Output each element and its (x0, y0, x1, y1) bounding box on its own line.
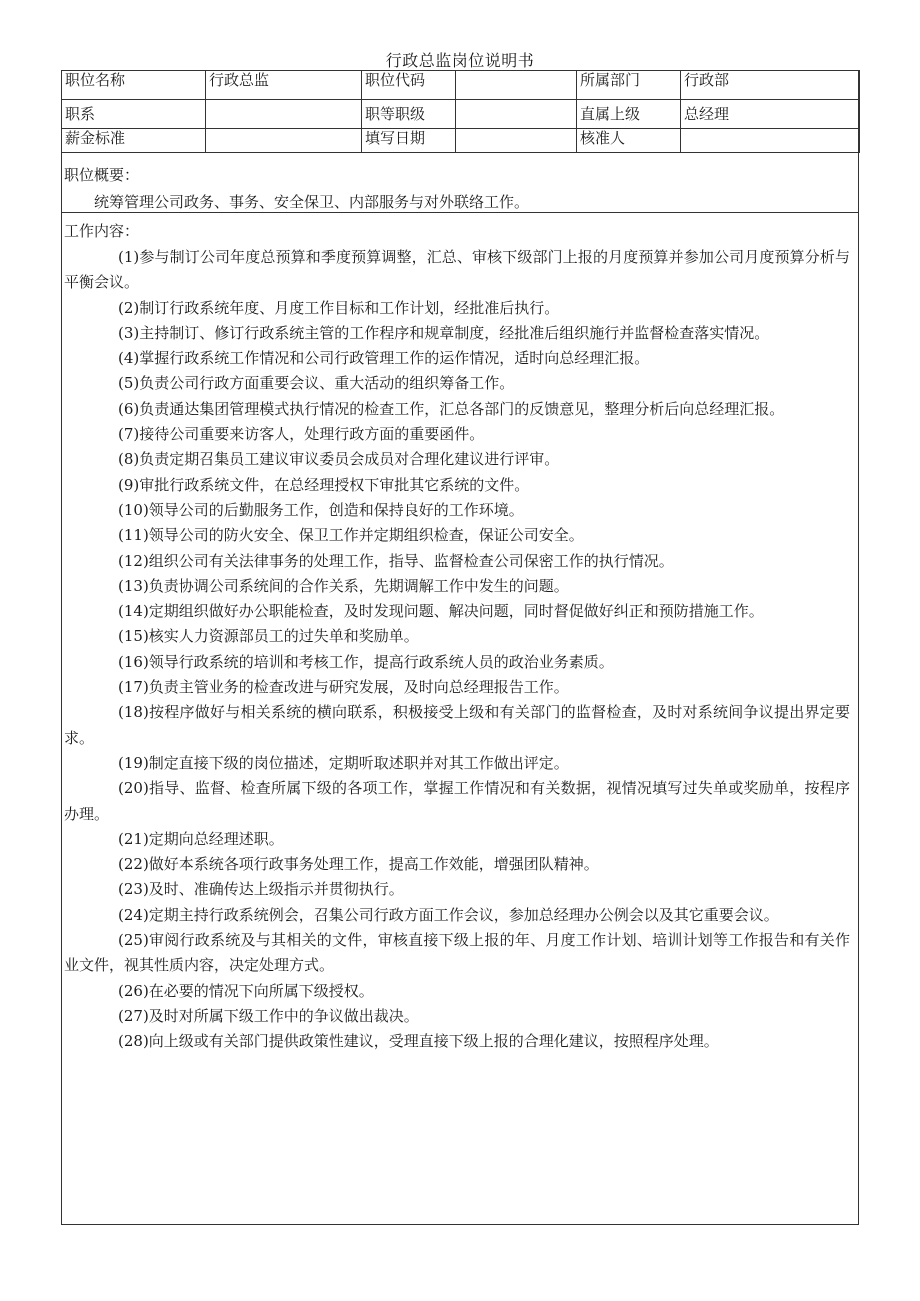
duty-item: (26)在必要的情况下向所属下级授权。 (118, 981, 374, 1000)
value-salary-standard (206, 129, 362, 153)
duty-item: (3)主持制订、修订行政系统主管的工作程序和规章制度，经批准后组织施行并监督检查落实情况。 (118, 323, 770, 342)
duty-item: (15)核实人力资源部员工的过失单和奖励单。 (118, 627, 419, 646)
duty-item: (19)制定直接下级的岗位描述，定期听取述职并对其工作做出评定。 (118, 753, 569, 772)
label-position-name: 职位名称 (62, 71, 206, 100)
duty-item: (6)负责通达集团管理模式执行情况的检查工作，汇总各部门的反馈意见，整理分析后向总经理汇报。 (118, 399, 785, 418)
label-department: 所属部门 (577, 71, 681, 100)
value-position-name: 行政总监 (206, 71, 362, 100)
duty-item: (21)定期向总经理述职。 (118, 829, 284, 848)
duty-item: (24)定期主持行政系统例会，召集公司行政方面工作会议，参加总经理办公例会以及其它重要会议。 (118, 905, 779, 924)
position-summary-section (61, 155, 859, 213)
duty-list (61, 245, 859, 1055)
label-grade-level: 职等职级 (362, 100, 456, 129)
value-approver (681, 129, 860, 153)
duty-item: (13)负责协调公司系统间的合作关系，先期调解工作中发生的问题。 (118, 576, 569, 595)
duty-item: (2)制订行政系统年度、月度工作目标和工作计划，经批准后执行。 (118, 298, 560, 317)
duty-item: (11)领导公司的防火安全、保卫工作并定期组织检查，保证公司安全。 (118, 526, 584, 545)
value-direct-superior: 总经理 (681, 100, 860, 129)
summary-text: 统筹管理公司政务、事务、安全保卫、内部服务与对外联络工作。 (94, 193, 530, 211)
duty-item: (10)领导公司的后勤服务工作，创造和保持良好的工作环境。 (118, 500, 524, 519)
duty-item: (22)做好本系统各项行政事务处理工作，提高工作效能，增强团队精神。 (118, 855, 599, 874)
duty-item: (23)及时、准确传达上级指示并贯彻执行。 (118, 880, 404, 899)
label-salary-standard: 薪金标准 (62, 129, 206, 153)
duty-item: (25)审阅行政系统及与其相关的文件，审核直接下级上报的年、月度工作计划、培训计划等工作报告和有关作业文件，视其性质内容，决定处理方式。 (64, 931, 850, 975)
label-direct-superior: 直属上级 (577, 100, 681, 129)
duty-item: (12)组织公司有关法律事务的处理工作，指导、监督检查公司保密工作的执行情况。 (118, 551, 674, 570)
value-job-family (206, 100, 362, 129)
document-title: 行政总监岗位说明书 (385, 51, 535, 70)
label-approver: 核准人 (577, 129, 681, 153)
label-position-code: 职位代码 (362, 71, 456, 100)
value-fill-date (456, 129, 577, 153)
label-fill-date: 填写日期 (362, 129, 456, 153)
value-grade-level (456, 100, 577, 129)
summary-label: 职位概要： (64, 166, 140, 184)
value-position-code (456, 71, 577, 100)
header-row (62, 129, 860, 153)
header-row (62, 100, 860, 129)
duty-item: (18)按程序做好与相关系统的横向联系，积极接受上级和有关部门的监督检查，及时对系统间争议提出界定要求。 (64, 703, 850, 747)
duty-item: (17)负责主管业务的检查改进与研究发展，及时向总经理报告工作。 (118, 678, 569, 697)
duty-item: (7)接待公司重要来访客人，处理行政方面的重要函件。 (118, 425, 485, 444)
duty-item: (4)掌握行政系统工作情况和公司行政管理工作的运作情况，适时向总经理汇报。 (118, 349, 650, 368)
duty-item: (27)及时对所属下级工作中的争议做出裁决。 (118, 1006, 419, 1025)
duty-item: (20)指导、监督、检查所属下级的各项工作，掌握工作情况和有关数据，视情况填写过失单或奖励单，按程序办理。 (64, 779, 850, 823)
duty-item: (16)领导行政系统的培训和考核工作，提高行政系统人员的政治业务素质。 (118, 652, 614, 671)
header-table (61, 70, 860, 153)
duty-item: (8)负责定期召集员工建议审议委员会成员对合理化建议进行评审。 (118, 450, 560, 469)
header-row (62, 71, 860, 100)
value-department: 行政部 (681, 71, 860, 100)
content-label: 工作内容： (64, 222, 140, 240)
duty-item: (14)定期组织做好办公职能检查，及时发现问题、解决问题，同时督促做好纠正和预防措施工作。 (118, 602, 764, 621)
duty-item: (9)审批行政系统文件，在总经理授权下审批其它系统的文件。 (118, 475, 530, 494)
label-job-family: 职系 (62, 100, 206, 129)
duty-item: (5)负责公司行政方面重要会议、重大活动的组织筹备工作。 (118, 374, 515, 393)
duty-item: (1)参与制订公司年度总预算和季度预算调整，汇总、审核下级部门上报的月度预算并参加公司月度预算分析与平衡会议。 (64, 248, 850, 292)
duty-item: (28)向上级或有关部门提供政策性建议，受理直接下级上报的合理化建议，按照程序处理。 (118, 1032, 719, 1051)
